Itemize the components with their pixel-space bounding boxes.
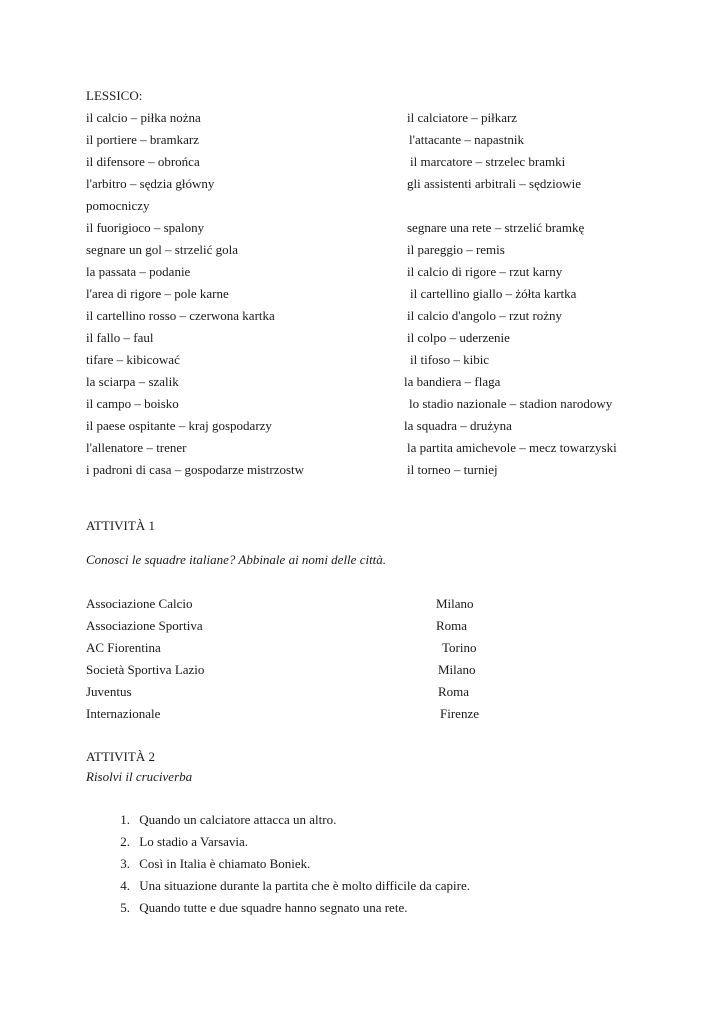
team-name: Società Sportiva Lazio (86, 662, 205, 677)
team-name: AC Fiorentina (86, 640, 161, 655)
lessico-left-item: il fallo – faul (86, 330, 154, 345)
city-name: Firenze (440, 706, 479, 721)
city-name: Milano (436, 596, 474, 611)
lessico-right-item: il calcio di rigore – rzut karny (407, 264, 563, 279)
lessico-right-item: il calciatore – piłkarz (407, 110, 518, 125)
clue-number: 1. (120, 812, 130, 827)
lessico-left-item: i padroni di casa – gospodarze mistrzostw (86, 462, 305, 477)
lessico-left-item: il calcio – piłka nożna (86, 110, 201, 125)
city-name: Roma (438, 684, 470, 699)
lessico-left-item: il cartellino rosso – czerwona kartka (86, 308, 275, 323)
city-name: Roma (436, 618, 468, 633)
clue-number: 4. (120, 878, 130, 893)
lessico-right-item: la partita amichevole – mecz towarzyski (407, 440, 617, 455)
lessico-left-item: pomocniczy (86, 198, 150, 213)
lessico-left-item: il fuorigioco – spalony (86, 220, 205, 235)
clue-text: Così in Italia è chiamato Boniek. (139, 856, 311, 871)
team-name: Associazione Calcio (86, 596, 193, 611)
lessico-left-item: l'arbitro – sędzia główny (86, 176, 215, 191)
lessico-right-item: l'attacante – napastnik (409, 132, 524, 147)
attivita2-heading: ATTIVITÀ 2 (86, 749, 155, 764)
lessico-right-item: gli assistenti arbitrali – sędziowie (407, 176, 582, 191)
lessico-left-item: la sciarpa – szalik (86, 374, 179, 389)
lessico-right-item: il calcio d'angolo – rzut rożny (407, 308, 563, 323)
lessico-left-item: tifare – kibicować (86, 352, 180, 367)
team-name: Internazionale (86, 706, 161, 721)
lessico-heading: LESSICO: (86, 88, 143, 103)
crossword-clue-list (86, 812, 470, 922)
city-name: Milano (438, 662, 476, 677)
clue-number: 3. (120, 856, 130, 871)
lessico-right-item: il tifoso – kibic (410, 352, 490, 367)
lessico-left-item: la passata – podanie (86, 264, 191, 279)
attivita1-heading: ATTIVITÀ 1 (86, 518, 155, 533)
crossword-clue (86, 812, 470, 834)
lessico-right-item: il pareggio – remis (407, 242, 505, 257)
lessico-right-item: segnare una rete – strzelić bramkę (407, 220, 585, 235)
attivita1-instruction: Conosci le squadre italiane? Abbinale ai nomi delle città. (86, 552, 387, 567)
clue-number: 2. (120, 834, 130, 849)
lessico-left-item: l'allenatore – trener (86, 440, 187, 455)
lessico-left-item: il campo – boisko (86, 396, 179, 411)
clue-text: Lo stadio a Varsavia. (139, 834, 249, 849)
crossword-clue (86, 900, 470, 922)
lessico-right-item: il marcatore – strzelec bramki (410, 154, 566, 169)
crossword-clue (86, 834, 470, 856)
clue-text: Quando un calciatore attacca un altro. (139, 812, 337, 827)
city-name: Torino (442, 640, 477, 655)
clue-number: 5. (120, 900, 130, 915)
attivita2-instruction: Risolvi il cruciverba (86, 769, 193, 784)
lessico-left-item: segnare un gol – strzelić gola (86, 242, 238, 257)
lessico-right-item: il torneo – turniej (407, 462, 498, 477)
crossword-clue (86, 878, 470, 900)
team-name: Associazione Sportiva (86, 618, 203, 633)
lessico-left-item: il difensore – obrońca (86, 154, 200, 169)
lessico-right-item: la squadra – drużyna (404, 418, 512, 433)
team-name: Juventus (86, 684, 132, 699)
lessico-right-item: lo stadio nazionale – stadion narodowy (409, 396, 613, 411)
clue-text: Una situazione durante la partita che è molto difficile da capire. (139, 878, 471, 893)
lessico-right-item: il cartellino giallo – żółta kartka (410, 286, 577, 301)
lessico-right-item: la bandiera – flaga (404, 374, 501, 389)
lessico-left-item: il portiere – bramkarz (86, 132, 199, 147)
lessico-left-item: l'area di rigore – pole karne (86, 286, 229, 301)
crossword-clue (86, 856, 470, 878)
lessico-right-item: il colpo – uderzenie (407, 330, 510, 345)
clue-text: Quando tutte e due squadre hanno segnato una rete. (139, 900, 408, 915)
lessico-left-item: il paese ospitante – kraj gospodarzy (86, 418, 272, 433)
